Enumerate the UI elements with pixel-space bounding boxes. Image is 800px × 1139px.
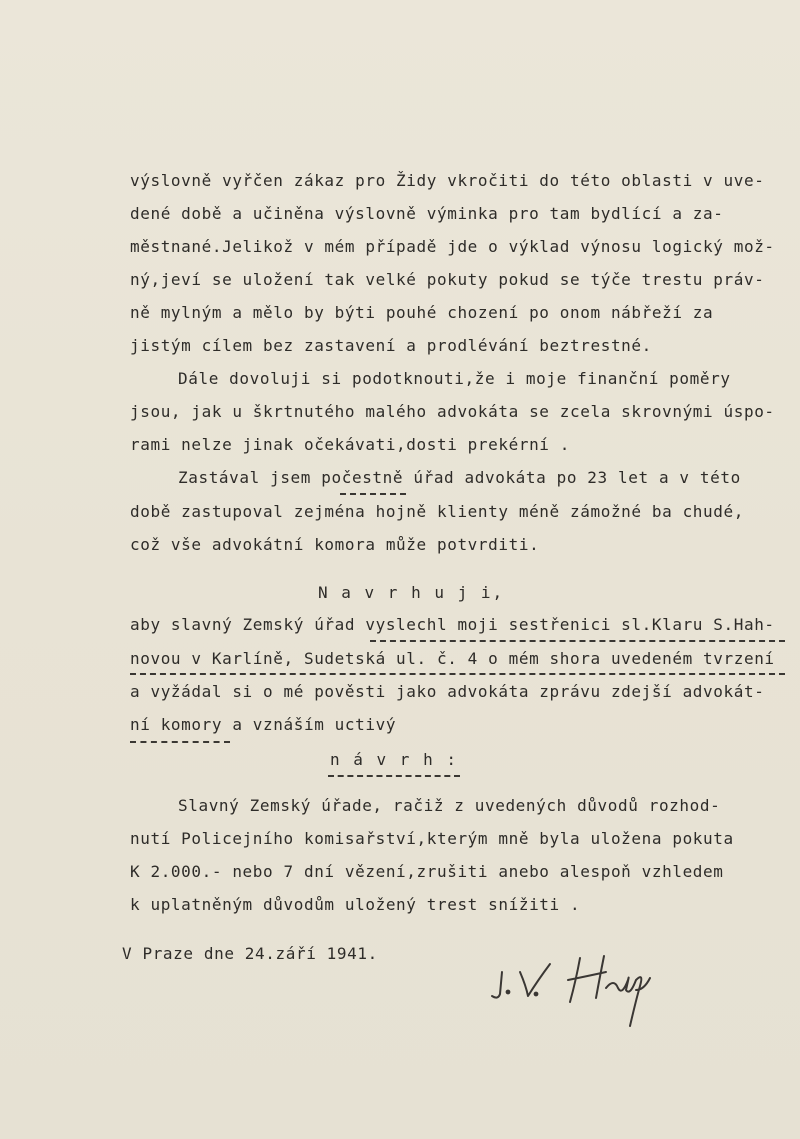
body-line: což vše advokátní komora může potvrditi.: [130, 535, 540, 554]
body-line: městnané.Jelikož v mém případě jde o výklad výnosu logický mož-: [130, 237, 775, 256]
body-line: Zastával jsem počestně úřad advokáta po 23 let a v této: [178, 468, 741, 487]
request-line: nutí Policejního komisařství,kterým mně byla uložena pokuta: [130, 829, 734, 848]
body-line: ný,jeví se uložení tak velké pokuty pokud se týče trestu práv-: [130, 270, 765, 289]
underline-dashes: [130, 741, 230, 743]
body-line: jistým cílem bez zastavení a prodlévání beztrestné.: [130, 336, 652, 355]
heading-navrh: n á v r h :: [330, 750, 458, 769]
underline-dashes: [340, 493, 406, 495]
body-line: ně mylným a mělo by býti pouhé chození po onom nábřeží za: [130, 303, 714, 322]
body-line: výslovně vyřčen zákaz pro Židy vkročiti do této oblasti v uve-: [130, 171, 765, 190]
proposal-line: aby slavný Zemský úřad vyslechl moji sestřenici sl.Klaru S.Hah-: [130, 615, 775, 634]
request-line: K 2.000.- nebo 7 dní vězení,zrušiti anebo alespoň vzhledem: [130, 862, 724, 881]
body-line: rami nelze jinak očekávati,dosti prekérní .: [130, 435, 571, 454]
body-line: Dále dovoluji si podotknouti,že i moje finanční poměry: [178, 369, 731, 388]
request-line: k uplatněným důvodům uložený trest snížiti .: [130, 895, 581, 914]
proposal-line: a vyžádal si o mé pověsti jako advokáta zprávu zdejší advokát-: [130, 682, 765, 701]
heading-navrhuji: N a v r h u j i,: [318, 583, 505, 602]
date-line: V Praze dne 24.září 1941.: [122, 944, 378, 963]
underline-dashes: [130, 673, 785, 675]
proposal-line: ní komory a vznáším uctivý: [130, 715, 397, 734]
body-line: jsou, jak u škrtnutého malého advokáta se zcela skrovnými úspo-: [130, 402, 775, 421]
underline-dashes: [370, 640, 785, 642]
request-line: Slavný Zemský úřade, račiž z uvedených důvodů rozhod-: [178, 796, 721, 815]
body-line: době zastupoval zejména hojně klienty méně zámožné ba chudé,: [130, 502, 744, 521]
underline-dashes: [328, 775, 460, 777]
signature: [480, 950, 670, 1040]
body-line: dené době a učiněna výslovně výminka pro tam bydlící a za-: [130, 204, 724, 223]
proposal-line: novou v Karlíně, Sudetská ul. č. 4 o mém shora uvedeném tvrzení: [130, 649, 775, 668]
